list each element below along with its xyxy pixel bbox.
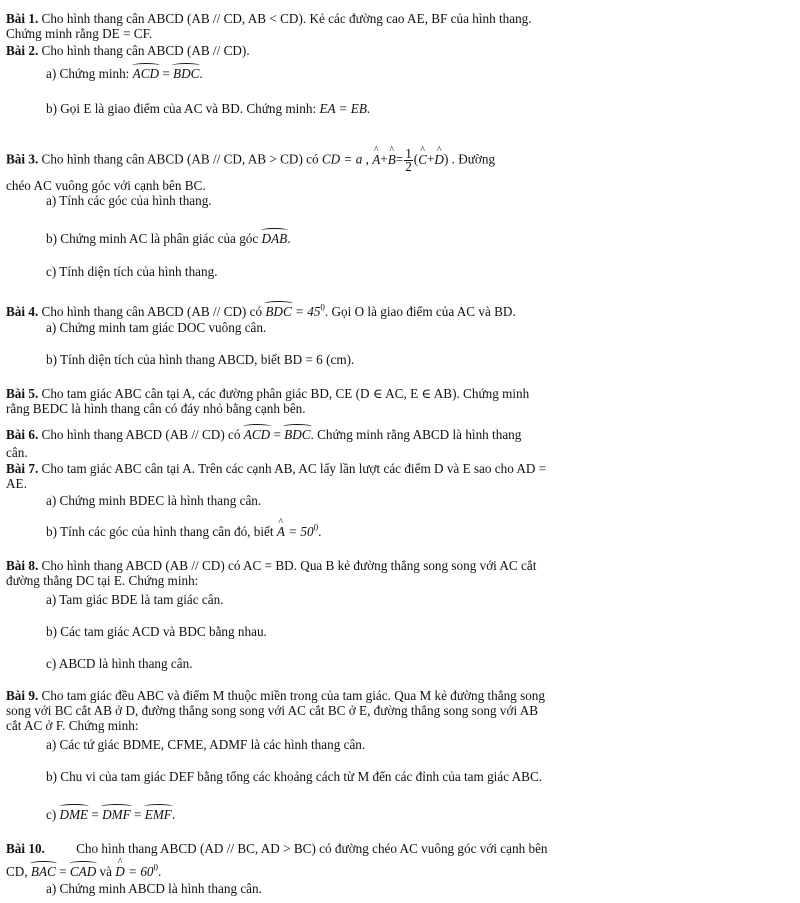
problem-9-part-b: b) Chu vi của tam giác DEF bằng tổng các khoảng cách từ M đến các đỉnh của tam giác ABC. [46, 769, 543, 784]
equals-sign: = [162, 66, 170, 81]
problem-2-line-1: Cho hình thang cân ABCD (AB // CD). [41, 43, 250, 58]
angle-dab: DAB [261, 231, 288, 246]
angle-bdc: BDC [173, 66, 200, 81]
period: . [199, 66, 203, 81]
problem-4-text-end: . Gọi O là giao điểm của AC và BD. [324, 304, 516, 319]
problem-7-line-2: AE. [6, 476, 27, 491]
angle-b-hat: ^ B [388, 152, 396, 167]
problem-3-heading: Bài 3. [6, 151, 39, 167]
problem-4-part-b: b) Tính diện tích của hình thang ABCD, biết BD = 6 (cm). [46, 352, 355, 367]
part-b-text: b) Tính các góc của hình thang cân đó, biết [46, 524, 274, 539]
problem-5-line-2: rằng BEDC là hình thang cân có đáy nhỏ bằng cạnh bên. [6, 401, 306, 416]
problem-10-part-a: a) Chứng minh ABCD là hình thang cân. [46, 881, 262, 896]
problem-1 [6, 11, 602, 41]
problem-1-heading: Bài 1. [6, 11, 39, 26]
math-ea-eb: EA = EB [319, 101, 367, 116]
problem-5 [6, 386, 602, 416]
period: . [318, 524, 322, 539]
problem-7-heading: Bài 7. [6, 461, 39, 476]
problem-4-line-1 [6, 304, 794, 319]
equals-sign: = [395, 151, 404, 167]
problem-8-part-c: c) ABCD là hình thang cân. [46, 656, 193, 671]
part-b-text: b) Chứng minh AC là phân giác của góc [46, 231, 259, 246]
paren: ( [413, 151, 419, 167]
equals-sign: = [59, 864, 67, 879]
problem-1-line-1: Cho hình thang cân ABCD (AB // CD, AB < CD). Kẻ các đường cao AE, BF của hình thang. [41, 11, 532, 26]
problem-4-text: Cho hình thang cân ABCD (AB // CD) có [41, 304, 263, 319]
problem-9-part-c [46, 807, 794, 822]
angle-bac: BAC [30, 864, 56, 879]
problem-8-part-a: a) Tam giác BDE là tam giác cân. [46, 592, 224, 607]
problem-6-line-2: cân. [6, 445, 28, 460]
equals-sign: = [134, 807, 142, 822]
problem-7-part-a: a) Chứng minh BDEC là hình thang cân. [46, 493, 262, 508]
and-word: và [99, 864, 112, 879]
degree-mark: 0 [313, 522, 319, 533]
problem-10-line-2 [6, 864, 794, 879]
problem-6-text: Cho hình thang ABCD (AB // CD) có [41, 427, 241, 442]
part-b-text: b) Gọi E là giao điểm của AC và BD. Chứng minh: [46, 101, 317, 116]
angle-dmf: DMF [102, 807, 131, 822]
plus-sign: + [426, 151, 435, 167]
degree-mark: 0 [153, 862, 159, 873]
problem-5-heading: Bài 5. [6, 386, 39, 401]
period: . [287, 231, 291, 246]
paren: ) [443, 151, 449, 167]
problem-3-text: Cho hình thang cân ABCD (AB // CD, AB > CD) có [41, 151, 319, 167]
period: . [158, 864, 162, 879]
problem-3-part-c: c) Tính diện tích của hình thang. [46, 264, 218, 279]
problem-6-text-end: . Chứng minh rằng ABCD là hình thang [310, 427, 522, 442]
problem-3-part-a: a) Tính các góc của hình thang. [46, 193, 212, 208]
degree-value: = 45 [295, 304, 321, 319]
problem-3-line-2: chéo AC vuông góc với cạnh bên BC. [6, 178, 206, 193]
denominator: 2 [405, 159, 412, 174]
angle-dme: DME [59, 807, 89, 822]
equals-sign: = [91, 807, 99, 822]
problem-7-part-b [46, 524, 794, 539]
problem-5-line-1: Cho tam giác ABC cân tại A, các đường phân giác BD, CE (D ∈ AC, E ∈ AB). Chứng minh [41, 386, 530, 401]
problem-9 [6, 688, 602, 733]
angle-d-hat: ^ D [115, 864, 125, 879]
problem-7-line-1: Cho tam giác ABC cân tại A. Trên các cạnh AB, AC lấy lần lượt các điểm D và E sao cho AD = [41, 461, 547, 476]
problem-1-line-2: Chứng minh rằng DE = CF. [6, 26, 153, 41]
math-cd-a: CD = a , [321, 151, 369, 167]
degree-mark: 0 [320, 302, 325, 313]
period: . [366, 101, 371, 116]
problem-9-line-1: Cho tam giác đều ABC và điểm M thuộc miền trong của tam giác. Qua M kẻ đường thẳng song [41, 688, 545, 703]
problem-9-line-3: cắt AC ở F. Chứng minh: [6, 718, 139, 733]
problem-4-heading: Bài 4. [6, 304, 39, 319]
angle-a-hat: ^ A [372, 152, 380, 167]
problem-6-heading: Bài 6. [6, 427, 39, 442]
angle-c-hat: ^ C [418, 152, 427, 167]
problem-2-heading: Bài 2. [6, 43, 39, 58]
problem-8-part-b: b) Các tam giác ACD và BDC bằng nhau. [46, 624, 267, 639]
problem-3-text-end: . Đường [451, 151, 496, 167]
problem-8-line-2: đường thẳng DC tại E. Chứng minh: [6, 573, 199, 588]
problem-3-line-1 [6, 148, 794, 173]
angle-bdc: BDC [265, 304, 292, 319]
part-a-text: a) Chứng minh: [46, 66, 130, 81]
angle-d-hat: ^ D [434, 152, 444, 167]
problem-3-part-b [46, 231, 794, 246]
problem-9-heading: Bài 9. [6, 688, 39, 703]
equals-sign: = [273, 427, 281, 442]
problem-2-part-a [46, 66, 794, 81]
problem-4-part-a: a) Chứng minh tam giác DOC vuông cân. [46, 320, 267, 335]
angle-acd: ACD [243, 427, 271, 442]
fraction-one-half [404, 148, 413, 173]
problem-2-part-b [46, 101, 794, 116]
problem-9-line-2: song với BC cắt AB ở D, đường thẳng song song với AC cắt BC ở E, đường thẳng song song với AB [6, 703, 539, 718]
problem-8 [6, 558, 602, 588]
angle-cad: CAD [69, 864, 97, 879]
period: . [171, 807, 176, 822]
angle-a-hat: ^ A [277, 524, 285, 539]
degree-value: = 50 [288, 524, 314, 539]
angle-acd: ACD [132, 66, 160, 81]
problem-10-heading: Bài 10. [6, 841, 45, 856]
problem-6-line-1 [6, 427, 794, 442]
angle-emf: EMF [144, 807, 172, 822]
problem-10-text: Cho hình thang ABCD (AD // BC, AD > BC) có đường chéo AC vuông góc với cạnh bên [76, 841, 548, 856]
problem-8-line-1: Cho hình thang ABCD (AB // CD) có AC = BD. Qua B kẻ đường thẳng song song với AC cắt [41, 558, 537, 573]
problem-10-line-1 [6, 841, 794, 856]
problem-10-line-2-pre: CD, [6, 864, 28, 879]
angle-bdc: BDC [284, 427, 311, 442]
problem-2 [6, 43, 794, 58]
degree-value: = 60 [128, 864, 154, 879]
plus-sign: + [380, 151, 388, 167]
problem-9-part-a: a) Các tứ giác BDME, CFME, ADMF là các hình thang cân. [46, 737, 366, 752]
numerator: 1 [405, 146, 412, 161]
problem-7 [6, 461, 602, 491]
problem-8-heading: Bài 8. [6, 558, 39, 573]
part-c-label: c) [46, 807, 57, 822]
